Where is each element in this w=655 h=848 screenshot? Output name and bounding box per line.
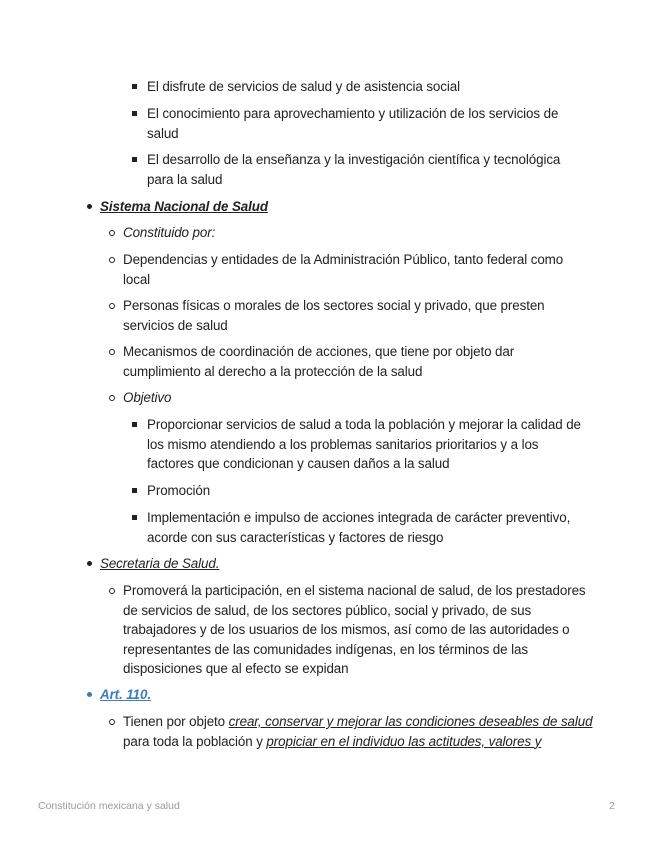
bullet-square-icon: [132, 111, 137, 116]
list-item: Implementación e impulso de acciones integrada de carácter preventivo, acorde con sus características y factores de riesgo: [147, 510, 571, 545]
section-heading: [100, 685, 600, 705]
bullet-circle-icon: [109, 719, 115, 725]
footer-title: Constitución mexicana y salud: [38, 800, 180, 812]
bullet-square-icon: [132, 84, 137, 89]
art-110-link[interactable]: Art. 110.: [100, 687, 151, 702]
bullet-circle-icon: [109, 395, 115, 401]
list-item: El conocimiento para aprovechamiento y utilización de los servicios de salud: [147, 106, 559, 141]
text-run: crear, conservar y mejorar las condiciones deseables de salud: [228, 714, 593, 729]
list-item: Promoción: [147, 483, 211, 498]
list-item: El desarrollo de la enseñanza y la investigación científica y tecnológica para la salud: [147, 152, 561, 187]
bullet-disc-icon: [87, 692, 92, 697]
page-number: 2: [609, 800, 615, 812]
bullet-circle-icon: [109, 230, 115, 236]
bullet-square-icon: [132, 488, 137, 493]
bullet-circle-icon: [109, 257, 115, 263]
bullet-circle-icon: [109, 349, 115, 355]
text-run: propiciar en el individuo las actitudes, valores y: [266, 733, 542, 749]
bullet-disc-icon: [87, 561, 92, 566]
list-item: Personas físicas o morales de los sectores social y privado, que presten servicios de salud: [123, 298, 545, 333]
list-item: Proporcionar servicios de salud a toda la población y mejorar la calidad de los mismo atendiendo a los problemas sanitarios prioritarios y a los factores que condicionan y causen daños a la salud: [147, 417, 581, 471]
list-item: Mecanismos de coordinación de acciones, que tiene por objeto dar cumplimiento al derecho a la protección de la salud: [123, 344, 515, 379]
text-run: para toda la población y: [123, 733, 267, 749]
list-item: [123, 712, 593, 751]
text-run: Tienen por objeto: [123, 714, 229, 729]
list-item: Constituido por:: [123, 225, 216, 240]
list-item: Dependencias y entidades de la Administración Público, tanto federal como local: [123, 252, 564, 287]
bullet-square-icon: [132, 157, 137, 162]
list-item: Objetivo: [123, 390, 172, 405]
bullet-disc-icon: [87, 204, 92, 209]
bullet-circle-icon: [109, 303, 115, 309]
bullet-circle-icon: [109, 588, 115, 594]
bullet-square-icon: [132, 515, 137, 520]
list-item: Promoverá la participación, en el sistema nacional de salud, de los prestadores de servicios de salud, de los sectores público, social y privado, de sus trabajadores y de los usuarios de los mismos, así como de las autoridades o representantes de las comunidades indígenas, en los términos de las disposiciones que al efecto se expidan: [123, 583, 586, 676]
section-heading: Sistema Nacional de Salud: [100, 199, 268, 214]
section-heading: Secretaria de Salud.: [100, 556, 220, 571]
list-item: El disfrute de servicios de salud y de asistencia social: [147, 79, 460, 94]
bullet-square-icon: [132, 422, 137, 427]
